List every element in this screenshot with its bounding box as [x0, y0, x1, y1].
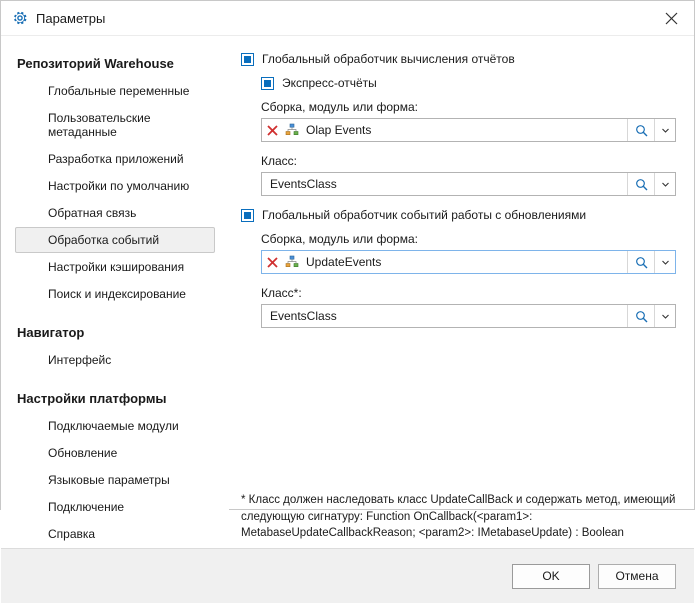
sidebar-item-help[interactable]: Справка — [48, 527, 96, 541]
sidebar-group-title-platform: Настройки платформы — [17, 391, 167, 406]
sidebar-item-event-handling[interactable]: Обработка событий — [15, 227, 215, 253]
close-button[interactable] — [648, 2, 694, 35]
object-icon — [282, 119, 302, 141]
chevron-down-icon[interactable] — [654, 305, 675, 327]
sidebar-item-search-indexing[interactable]: Поиск и индексирование — [48, 287, 186, 301]
update-events-handler-label: Глобальный обработчик событий работы с обновлениями — [262, 208, 587, 222]
report-calc-handler-checkbox[interactable] — [241, 53, 254, 66]
sidebar-item-plugin-modules[interactable]: Подключаемые модули — [48, 419, 179, 433]
sidebar-item-interface[interactable]: Интерфейс — [48, 353, 112, 367]
title-bar — [1, 1, 694, 36]
window-title: Параметры — [36, 10, 106, 26]
dialog-body — [1, 36, 694, 548]
report-calc-handler-section — [241, 52, 676, 196]
sidebar-item-language-settings[interactable]: Языковые параметры — [48, 473, 170, 487]
class-field-1[interactable] — [261, 172, 676, 196]
search-icon[interactable] — [627, 119, 654, 141]
cancel-button[interactable]: Отмена — [598, 564, 676, 589]
sidebar-item-connection[interactable]: Подключение — [48, 500, 125, 514]
update-events-handler-checkbox[interactable] — [241, 209, 254, 222]
sidebar-item-cache-settings[interactable]: Настройки кэширования — [48, 260, 185, 274]
class-value-2[interactable]: EventsClass — [270, 309, 337, 323]
ok-button[interactable]: OK — [512, 564, 590, 589]
sidebar-group-title-warehouse: Репозиторий Warehouse — [17, 56, 174, 71]
sidebar-item-user-metadata[interactable]: Пользовательские метаданные — [48, 111, 151, 139]
sidebar-item-app-development[interactable]: Разработка приложений — [48, 152, 184, 166]
delete-icon[interactable] — [262, 251, 282, 273]
assembly-label-1: Сборка, модуль или форма: — [261, 100, 418, 114]
class-label-1: Класс: — [261, 154, 297, 168]
assembly-field-2[interactable] — [261, 250, 676, 274]
assembly-field-1[interactable] — [261, 118, 676, 142]
express-reports-checkbox[interactable] — [261, 77, 274, 90]
class-value-1[interactable]: EventsClass — [270, 177, 337, 191]
assembly-value-2[interactable]: UpdateEvents — [306, 255, 382, 269]
sidebar-group-title-navigator: Навигатор — [17, 325, 85, 340]
report-calc-handler-label: Глобальный обработчик вычисления отчётов — [262, 52, 515, 66]
delete-icon[interactable] — [262, 119, 282, 141]
class-label-2: Класс*: — [261, 286, 302, 300]
dialog-footer — [1, 548, 694, 603]
chevron-down-icon[interactable] — [654, 251, 675, 273]
gear-icon — [11, 9, 29, 27]
class-field-2[interactable] — [261, 304, 676, 328]
assembly-label-2: Сборка, модуль или форма: — [261, 232, 418, 246]
sidebar-item-default-settings[interactable]: Настройки по умолчанию — [48, 179, 190, 193]
sidebar-item-global-variables[interactable]: Глобальные переменные — [48, 84, 190, 98]
sidebar — [1, 36, 229, 548]
update-events-handler-section — [241, 208, 676, 328]
chevron-down-icon[interactable] — [654, 173, 675, 195]
sidebar-item-update[interactable]: Обновление — [48, 446, 118, 460]
express-reports-label: Экспресс-отчёты — [282, 76, 377, 90]
close-icon — [665, 12, 678, 25]
chevron-down-icon[interactable] — [654, 119, 675, 141]
search-icon[interactable] — [627, 173, 654, 195]
object-icon — [282, 251, 302, 273]
search-icon[interactable] — [627, 251, 654, 273]
express-reports-row[interactable] — [261, 76, 676, 90]
footnote-text: * Класс должен наследовать класс UpdateCallBack и содержать метод, имеющий следующую сигнатуру: Function OnCallback(<param1>: MetabaseUpdateCallbackReason; <param2>: IMetabaseUpdate) : Boolean — [241, 493, 676, 540]
assembly-value-1[interactable]: Olap Events — [306, 123, 372, 137]
search-icon[interactable] — [627, 305, 654, 327]
sidebar-item-feedback[interactable]: Обратная связь — [48, 206, 137, 220]
update-events-handler-row[interactable] — [241, 208, 676, 222]
settings-content — [229, 36, 694, 548]
report-calc-handler-row[interactable] — [241, 52, 676, 66]
